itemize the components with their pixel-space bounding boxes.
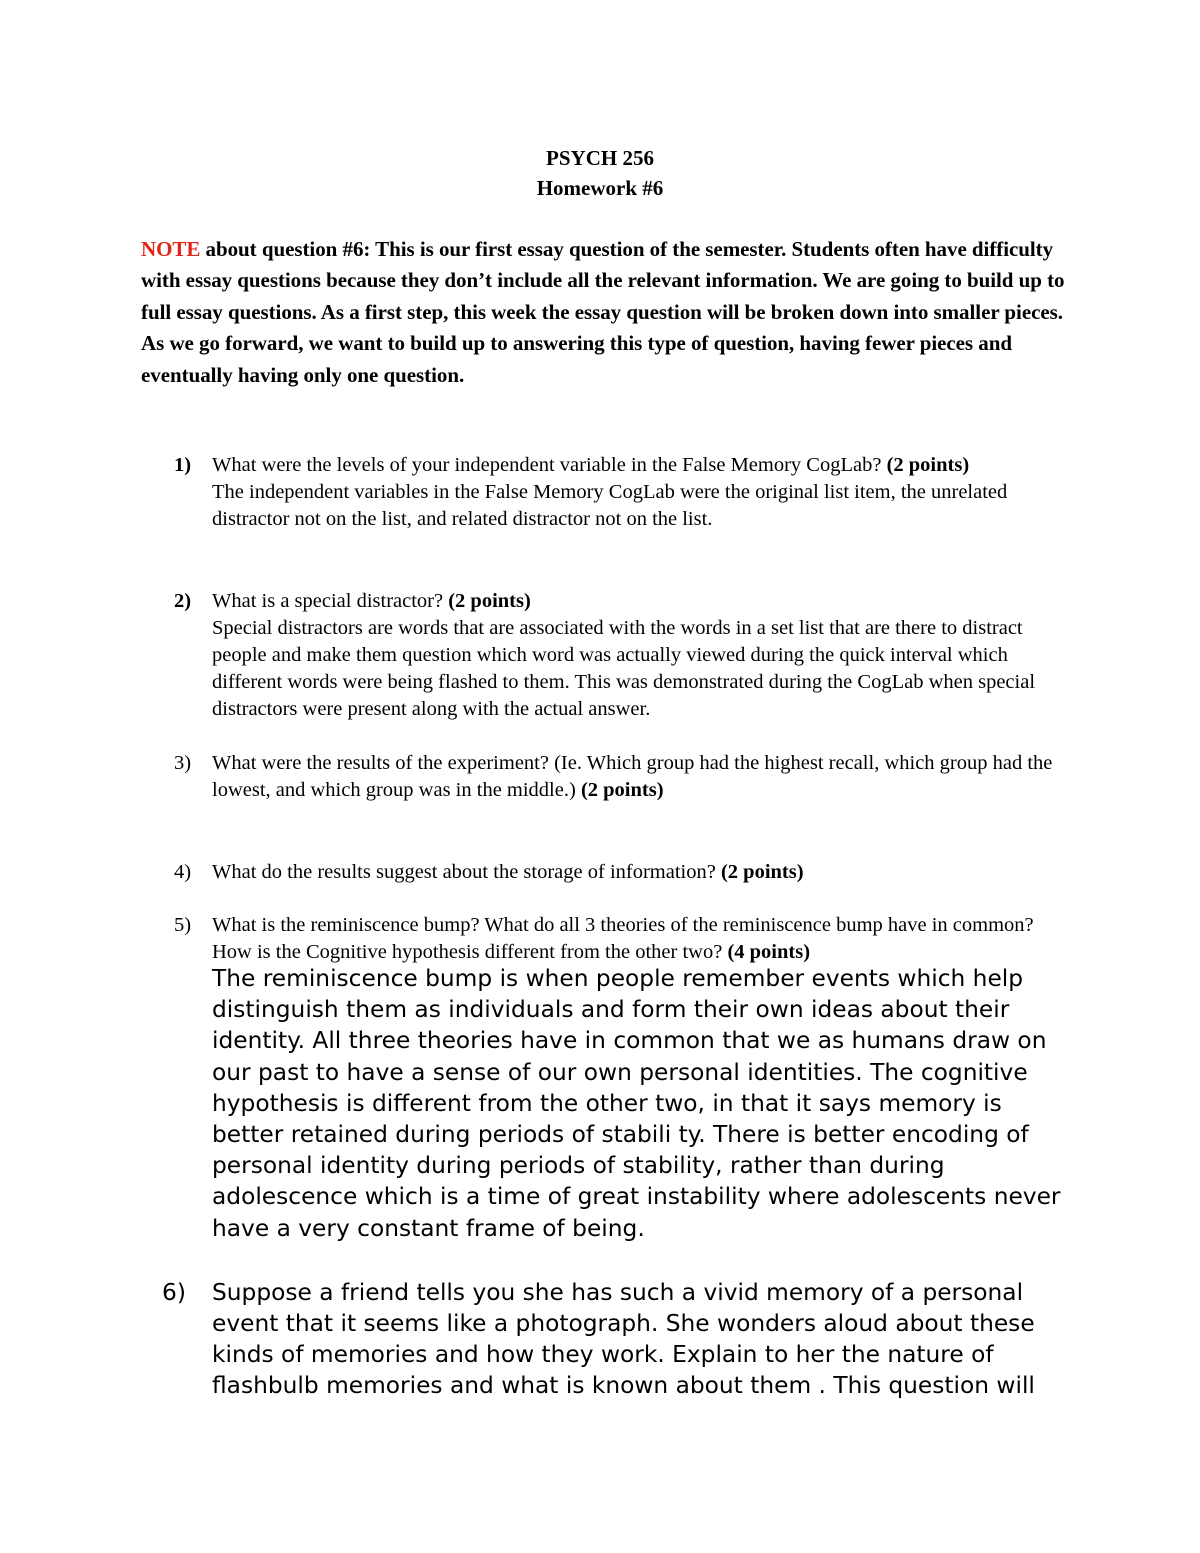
question-body [212,912,1072,966]
question-points: (4 points) [727,941,811,963]
question-number: 3) [174,752,192,774]
question-number: 6) [162,1279,186,1306]
question-points: (2 points) [580,779,664,801]
answer-text: Special distractors are words that are associated with the words in a set list that are there to distract people and make them question which word was actually viewed during the quick interval which different words were being flashed to them. This was demonstrated during the CogLab when special distractors were present along with the actual answer. [212,617,1036,720]
question-text: What is the reminiscence bump? What do all 3 theories of the reminiscence bump have in common? How is the Cognitive hypothesis different from the other two? [212,914,1034,963]
question-number: 2) [174,590,192,612]
question-body [212,750,1072,804]
note-paragraph [141,234,1071,391]
question-text: Suppose a friend tells you she has such a vivid memory of a personal event that it seems like a photograph. She wonders aloud about these kinds of memories and how they work. Explain to her the nature of flashbulb memories and what is known about them . This question will [212,1279,1035,1399]
question-text: What is a special distractor? [212,590,449,612]
question-text: What do the results suggest about the storage of information? [212,861,721,883]
answer-text: The independent variables in the False Memory CogLab were the original list item, the unrelated distractor not on the list, and related distractor not on the list. [212,481,1008,530]
note-label: NOTE [141,237,201,261]
homework-title: Homework #6 [536,176,664,200]
question-body [212,588,1072,723]
course-title: PSYCH 256 [546,146,654,170]
answer-text: The reminiscence bump is when people remember events which help distinguish them as individuals and form their own ideas about their identity. All three theories have in common that we as humans draw on our past to have a sense of our own personal identities. The cognitive hypothesis is different from the other two, in that it says memory is better retained during periods of stabili ty. There is better encoding of personal identity during periods of stability, rather than during adolescence which is a time of great instability where adolescents never have a very constant frame of being. [212,965,1061,1242]
question-text: What were the results of the experiment? (Ie. Which group had the highest recall, which group had the lowest, and which group was in the middle.) [212,752,1053,801]
question-number: 4) [174,861,192,883]
question-body [212,859,1072,886]
question-points: (2 points) [886,454,970,476]
question-body [212,452,1072,533]
question-number: 5) [174,914,192,936]
question-points: (2 points) [448,590,531,612]
question-number: 1) [174,454,192,476]
note-text: about question #6: This is our first essay question of the semester. Students often have difficulty with essay questions because they don’t include all the relevant information. We are going to build up to full essay questions. As a first step, this week the essay question will be broken down into smaller pieces. As we go forward, we want to build up to answering this type of question, having fewer pieces and eventually having only one question. [141,237,1065,387]
question-points: (2 points) [720,861,804,883]
question-text: What were the levels of your independent variable in the False Memory CogLab? [212,454,887,476]
